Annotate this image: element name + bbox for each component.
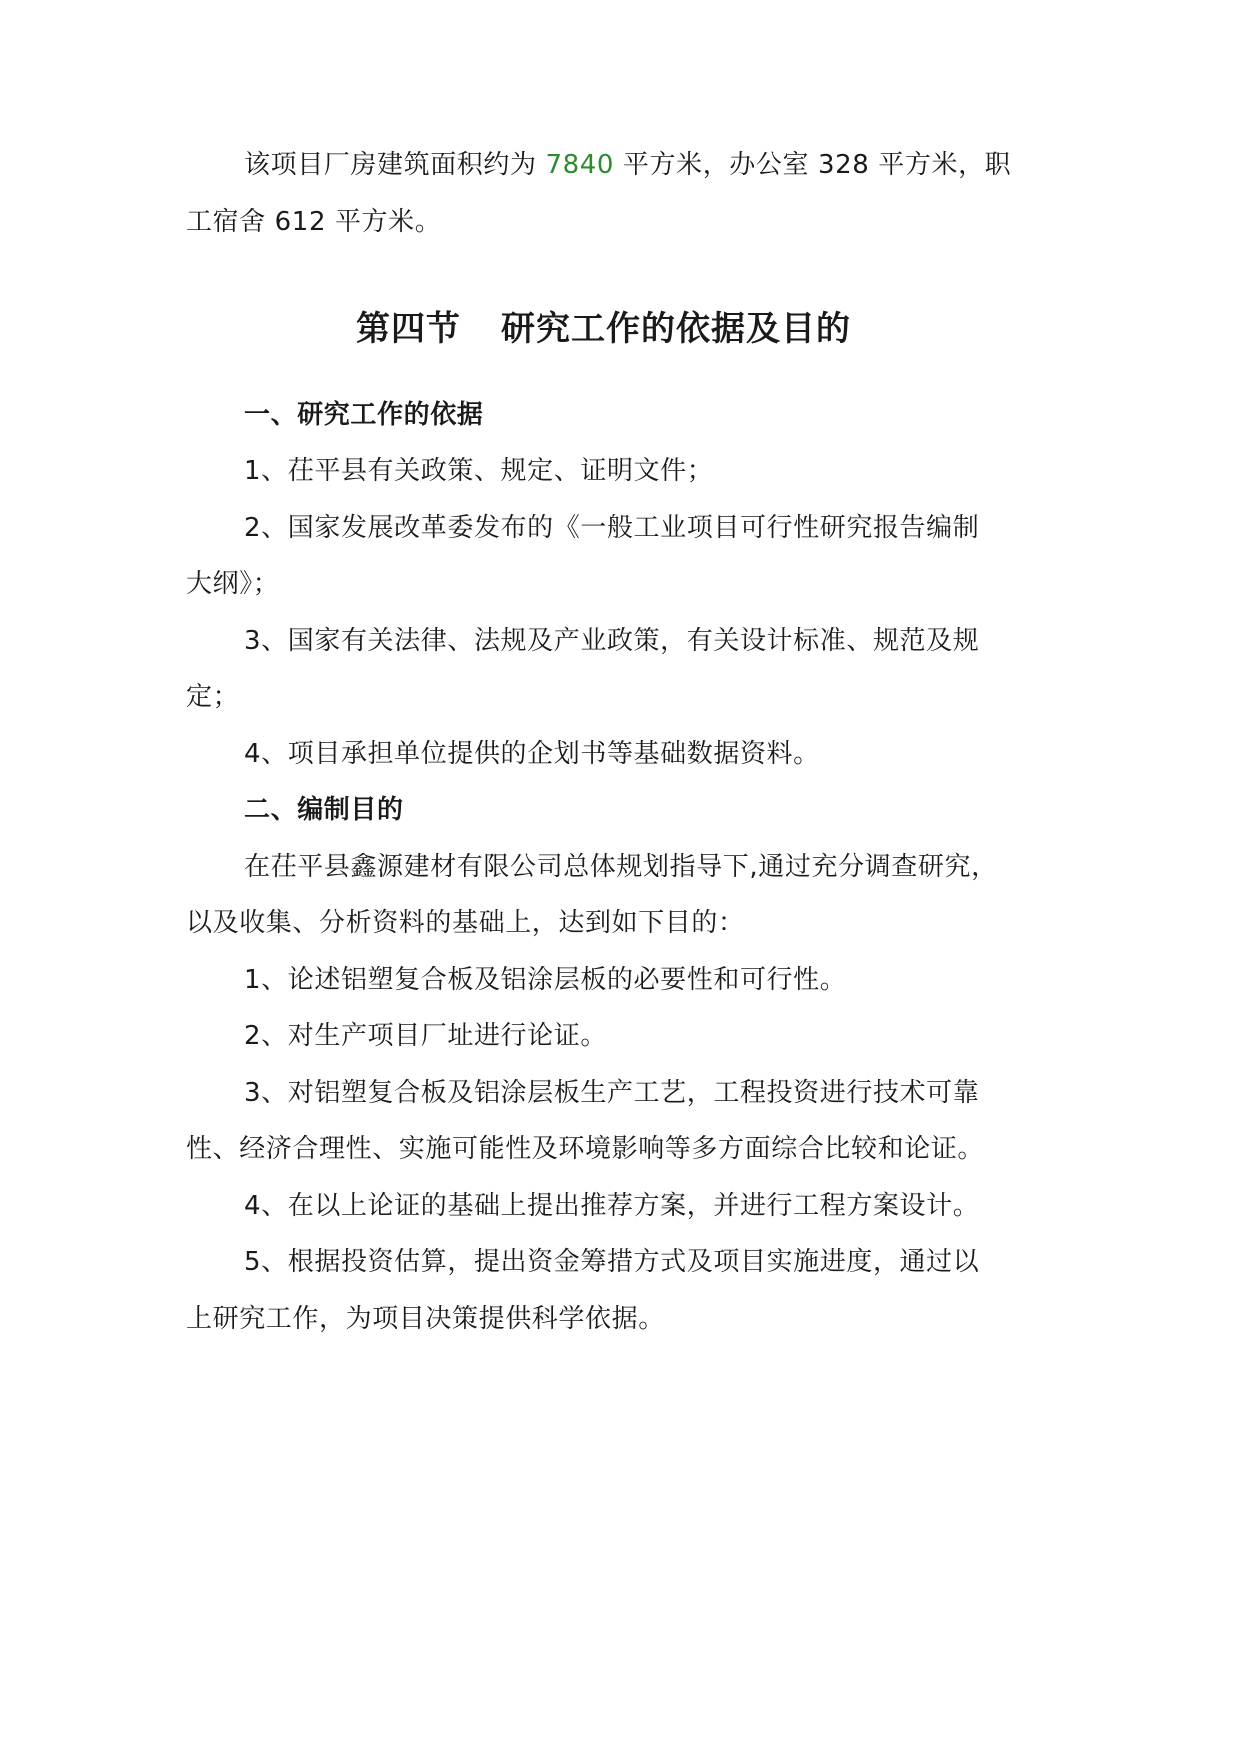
basis-item-4: 4、项目承担单位提供的企划书等基础数据资料。 (244, 739, 820, 769)
intro-text-prefix: 该项目厂房建筑面积约为 (244, 150, 546, 180)
basis-item-2-line-1: 2、国家发展改革委发布的《一般工业项目可行性研究报告编制 (244, 513, 980, 543)
intro-line-1 (244, 148, 1011, 182)
purpose-item-4: 4、在以上论证的基础上提出推荐方案，并进行工程方案设计。 (244, 1191, 980, 1221)
section-heading: 研究工作的依据及目的 (501, 309, 851, 349)
basis-item-1: 1、茌平县有关政策、规定、证明文件； (244, 456, 714, 486)
purpose-item-1: 1、论述铝塑复合板及铝涂层板的必要性和可行性。 (244, 965, 847, 995)
section-title (356, 307, 851, 351)
purpose-intro-line-1: 在茌平县鑫源建材有限公司总体规划指导下,通过充分调查研究， (244, 852, 998, 882)
basis-item-3-line-2: 定； (186, 682, 240, 712)
purpose-item-5-line-2: 上研究工作，为项目决策提供科学依据。 (186, 1304, 665, 1334)
basis-heading: 一、研究工作的依据 (244, 400, 484, 430)
area-value-highlight: 7840 (545, 150, 615, 180)
purpose-item-3-line-1: 3、对铝塑复合板及铝涂层板生产工艺，工程投资进行技术可靠 (244, 1078, 980, 1108)
basis-item-3-line-1: 3、国家有关法律、法规及产业政策，有关设计标准、规范及规 (244, 626, 980, 656)
intro-text-suffix: 平方米，办公室 328 平方米，职 (614, 150, 1012, 180)
basis-item-2-line-2: 大纲》； (186, 569, 280, 599)
section-number: 第四节 (356, 309, 461, 349)
purpose-item-3-line-2: 性、经济合理性、实施可能性及环境影响等多方面综合比较和论证。 (186, 1134, 985, 1164)
intro-line-2: 工宿舍 612 平方米。 (186, 207, 442, 237)
purpose-item-5-line-1: 5、根据投资估算，提出资金筹措方式及项目实施进度，通过以 (244, 1247, 980, 1277)
purpose-intro-line-2: 以及收集、分析资料的基础上，达到如下目的： (186, 908, 745, 938)
purpose-item-2: 2、对生产项目厂址进行论证。 (244, 1021, 607, 1051)
purpose-heading: 二、编制目的 (244, 795, 404, 825)
